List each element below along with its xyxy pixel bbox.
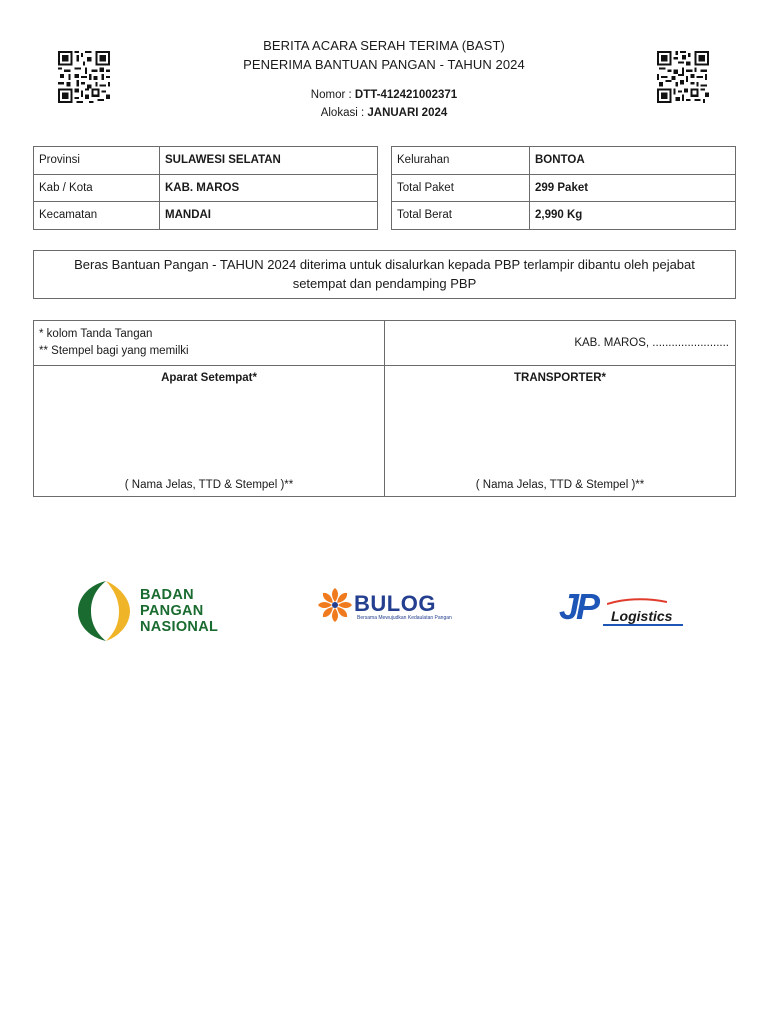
signature-box-aparat — [34, 366, 385, 497]
jp-wordmark: Logistics — [611, 608, 673, 624]
jp-mark: JP — [559, 586, 598, 627]
note-signature-column: * kolom Tanda Tangan — [39, 328, 153, 340]
badan-pangan-nasional-logo — [76, 578, 236, 644]
signature-box-transporter — [385, 366, 736, 497]
statement-text: Beras Bantuan Pangan - TAHUN 2024 diterima untuk disalurkan kepada PBP terlampir dibantu oleh pejabat setempat dan pendamping PBP — [74, 257, 695, 291]
table-row — [392, 174, 736, 202]
provinsi-label: Provinsi — [34, 147, 160, 175]
table-row — [34, 174, 378, 202]
total-berat-label: Total Berat — [392, 202, 530, 230]
alokasi-value: JANUARI 2024 — [367, 107, 448, 119]
aparat-role: Aparat Setempat* — [161, 372, 257, 384]
bpn-line-3: NASIONAL — [140, 619, 219, 635]
kecamatan-label: Kecamatan — [34, 202, 160, 230]
nomor-value: DTT-412421002371 — [354, 89, 458, 101]
alokasi-label: Alokasi : — [320, 107, 368, 119]
bulog-tagline: Bersama Mewujudkan Kedaulatan Pangan — [357, 615, 452, 621]
transporter-name-hint: ( Nama Jelas, TTD & Stempel )** — [475, 479, 645, 491]
qr-code-left — [58, 51, 110, 103]
kabkota-value: KAB. MAROS — [160, 174, 378, 202]
kelurahan-label: Kelurahan — [392, 147, 530, 175]
shipment-info-table — [391, 146, 736, 230]
table-row — [34, 321, 736, 366]
bpn-line-2: PANGAN — [140, 603, 204, 619]
qr-code-icon — [58, 51, 110, 103]
bulog-logo — [316, 584, 456, 626]
table-row — [34, 366, 736, 497]
jp-underline-icon — [603, 624, 683, 628]
qr-code-icon — [657, 51, 709, 103]
aparat-name-hint: ( Nama Jelas, TTD & Stempel )** — [124, 479, 294, 491]
total-paket-label: Total Paket — [392, 174, 530, 202]
jp-swoosh-icon — [607, 596, 667, 606]
table-row — [34, 147, 378, 175]
nomor-row — [150, 86, 618, 104]
place-date: KAB. MAROS, ........................ — [385, 321, 736, 366]
qr-code-right — [657, 51, 709, 103]
document-subtitle: PENERIMA BANTUAN PANGAN - TAHUN 2024 — [243, 57, 525, 72]
jp-logistics-logo — [541, 586, 697, 632]
signature-table — [33, 320, 736, 497]
kabkota-label: Kab / Kota — [34, 174, 160, 202]
table-row — [34, 202, 378, 230]
kecamatan-value: MANDAI — [160, 202, 378, 230]
total-berat-value: 2,990 Kg — [530, 202, 736, 230]
document-header — [150, 36, 618, 122]
alokasi-row — [150, 104, 618, 122]
total-paket-value: 299 Paket — [530, 174, 736, 202]
table-row — [392, 147, 736, 175]
kelurahan-value: BONTOA — [530, 147, 736, 175]
badan-pangan-wordmark — [140, 587, 218, 635]
statement-box — [33, 250, 736, 299]
table-row — [392, 202, 736, 230]
bpn-line-1: BADAN — [140, 587, 194, 603]
bulog-flower-icon — [316, 586, 354, 624]
provinsi-value: SULAWESI SELATAN — [160, 147, 378, 175]
badan-pangan-emblem-icon — [76, 578, 134, 644]
transporter-role: TRANSPORTER* — [513, 372, 606, 384]
note-stamp: ** Stempel bagi yang memilki — [39, 345, 189, 357]
bulog-wordmark: BULOG — [354, 591, 436, 616]
region-info-table — [33, 146, 378, 230]
document-title: BERITA ACARA SERAH TERIMA (BAST) — [263, 38, 505, 53]
signature-notes — [34, 321, 385, 366]
nomor-label: Nomor : — [310, 89, 355, 101]
